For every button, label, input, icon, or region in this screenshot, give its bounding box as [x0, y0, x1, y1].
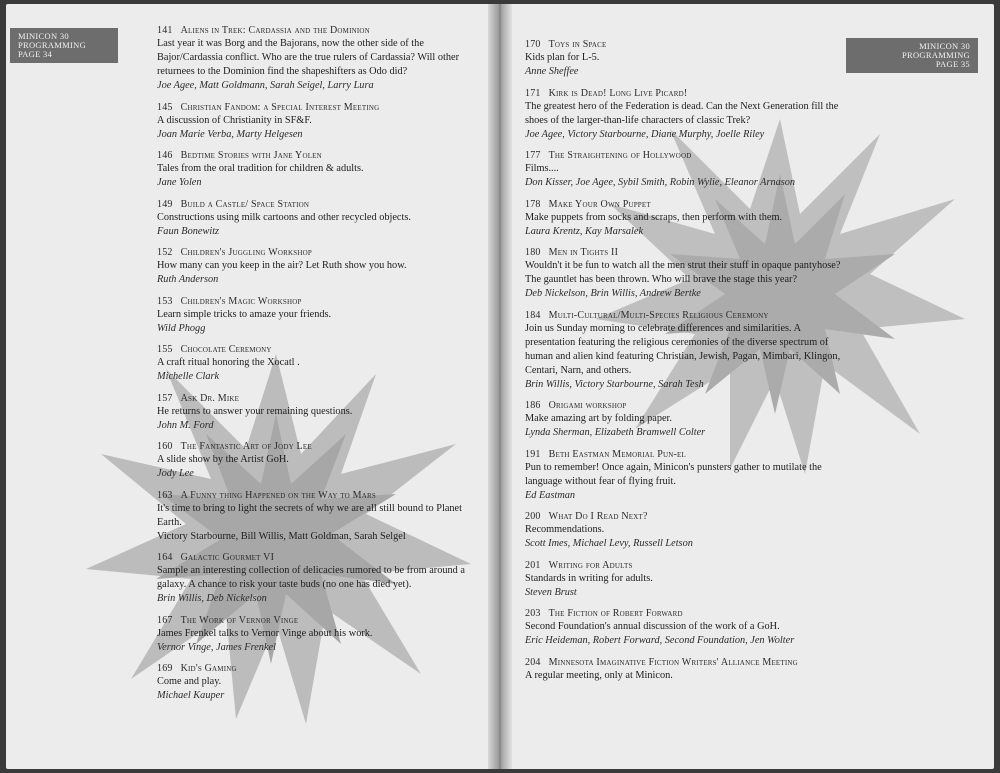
entry-participants: Joe Agee, Matt Goldmann, Sarah Seigel, Larry Lura [157, 80, 374, 91]
entry-title [157, 489, 477, 502]
entry-title-text: A Funny thing Happened on the Way to Mars [180, 489, 376, 501]
entry-description: James Frenkel talks to Vernor Vinge about his work. [157, 627, 373, 639]
program-list-right [525, 38, 845, 690]
entry-participants: Brin Willis, Victory Starbourne, Sarah Tesh [525, 378, 704, 390]
entry-number: 178 [525, 198, 541, 210]
entry-title [525, 510, 845, 523]
entry-title-text: Toys in Space [548, 39, 607, 50]
entry-number: 169 [157, 663, 173, 674]
entry-title-text: Kid's Gaming [180, 663, 237, 674]
header-event: MINICON 30 [18, 31, 69, 41]
entry-participants: Anne Sheffee [525, 66, 579, 77]
program-entry [525, 309, 845, 392]
entry-number: 155 [157, 344, 173, 355]
entry-number: 170 [525, 39, 541, 50]
entry-participants: Michael Kauper [157, 690, 225, 701]
entry-participants: Vernor Vinge, James Frenkel [157, 641, 276, 653]
program-entry [525, 559, 845, 600]
entry-description: Standards in writing for adults. [525, 572, 653, 584]
entry-number: 157 [157, 392, 173, 404]
entry-number: 204 [525, 656, 541, 668]
program-entry [525, 448, 845, 503]
entry-description: Come and play. [157, 676, 222, 687]
program-entry [525, 38, 845, 79]
program-entry [157, 343, 477, 384]
program-entry [157, 24, 477, 93]
entry-description: A discussion of Christianity in SF&F. [157, 114, 312, 126]
header-section: PROGRAMMING [901, 50, 970, 60]
entry-title [157, 392, 477, 405]
entry-title [525, 607, 845, 620]
entry-number: 180 [525, 247, 541, 258]
entry-title-text: Beth Eastman Memorial Pun-el [548, 448, 686, 460]
entry-number: 141 [157, 25, 173, 36]
entry-participants: Scott Imes, Michael Levy, Russell Letson [525, 538, 693, 549]
entry-description: Pun to remember! Once again, Minicon's punsters gather to mutilate the language without fear of flying fruit. [525, 461, 822, 487]
program-entry [525, 198, 845, 239]
program-entry [157, 392, 477, 433]
entry-title [525, 309, 845, 322]
entry-description: How many can you keep in the air? Let Ruth show you how. [157, 260, 407, 271]
entry-title-text: The Straightening of Hollywood [548, 150, 692, 161]
entry-participants: Steven Brust [525, 586, 577, 598]
entry-title-text: Men in Tights II [548, 247, 619, 258]
entry-participants: Joe Agee, Victory Starbourne, Diane Murphy, Joelle Riley [525, 128, 765, 140]
entry-participants: Wild Phogg [157, 322, 206, 334]
entry-title [525, 448, 845, 461]
header-event: MINICON 30 [919, 41, 970, 51]
entry-number: 164 [157, 552, 173, 563]
program-entry [157, 489, 477, 544]
entry-number: 149 [157, 198, 173, 210]
entry-title-text: The Fantastic Art of Jody Lee [180, 441, 312, 452]
entry-title [157, 246, 477, 259]
entry-description: Films.... [525, 163, 559, 174]
entry-title-text: Ask Dr. Mike [180, 392, 240, 404]
header-section: PROGRAMMING [18, 40, 87, 50]
entry-number: 167 [157, 614, 173, 626]
entry-participants: Michelle Clark [157, 371, 220, 382]
entry-title [157, 24, 477, 37]
page-header-right [846, 38, 978, 73]
program-entry [525, 149, 845, 190]
entry-title-text: Chocolate Ceremony [180, 344, 272, 355]
entry-number: 146 [157, 150, 173, 161]
program-entry [157, 246, 477, 287]
entry-title-text: Bedtime Stories with Jane Yolen [180, 150, 322, 161]
entry-participants: Jane Yolen [157, 177, 202, 188]
entry-number: 177 [525, 150, 541, 161]
entry-number: 201 [525, 559, 541, 571]
entry-title [157, 614, 477, 627]
entry-title [525, 246, 845, 259]
entry-participants: Deb Nickelson, Brin Willis, Andrew Bertke [525, 288, 701, 299]
entry-title-text: Origami workshop [548, 400, 627, 411]
entry-title-text: The Fiction of Robert Forward [548, 608, 683, 619]
entry-number: 163 [157, 489, 173, 501]
program-entry [157, 101, 477, 142]
entry-participants: Laura Krentz, Kay Marsalek [525, 225, 644, 237]
entry-title [525, 38, 845, 51]
program-entry [157, 614, 477, 655]
entry-participants: Faun Bonewitz [157, 225, 220, 237]
entry-title [525, 656, 845, 669]
entry-participants: Don Kisser, Joe Agee, Sybil Smith, Robin Wylie, Eleanor Arnason [525, 177, 796, 188]
program-list-left [157, 24, 477, 711]
entry-description: A slide show by the Artist GoH. [157, 454, 289, 465]
page-header-left [10, 28, 118, 63]
entry-title [525, 559, 845, 572]
entry-title [525, 149, 845, 162]
entry-participants: Lynda Sherman, Elizabeth Bramwell Colter [525, 427, 706, 438]
header-page-number: PAGE 35 [935, 59, 970, 69]
entry-description: He returns to answer your remaining questions. [157, 405, 353, 417]
entry-title [525, 399, 845, 412]
entry-title [157, 101, 477, 114]
entry-title [157, 551, 477, 564]
entry-title-text: What Do I Read Next? [548, 511, 648, 522]
entry-title-text: Children's Magic Workshop [180, 295, 302, 307]
entry-number: 200 [525, 511, 541, 522]
entry-title-text: Christian Fandom: a Special Interest Meeting [180, 101, 380, 113]
entry-description: Recommendations. [525, 524, 605, 535]
entry-description: Learn simple tricks to amaze your friends. [157, 308, 332, 320]
entry-description: Second Foundation's annual discussion of the work of a GoH. [525, 621, 780, 632]
entry-number: 153 [157, 295, 173, 307]
header-page-number: PAGE 34 [18, 49, 53, 59]
entry-title [157, 343, 477, 356]
program-entry [525, 607, 845, 648]
program-entry [157, 440, 477, 481]
entry-participants: Ed Eastman [525, 489, 576, 501]
entry-description: The greatest hero of the Federation is dead. Can the Next Generation fill the shoes of the larger-than-life characters of classic Trek? [525, 100, 839, 126]
entry-title-text: Writing for Adults [548, 559, 633, 571]
entry-number: 171 [525, 87, 541, 99]
entry-description: Make amazing art by folding paper. [525, 413, 672, 424]
program-entry [157, 198, 477, 239]
entry-description: Kids plan for L-5. [525, 52, 600, 63]
entry-description: Sample an interesting collection of delicacies rumored to be from around a galaxy. A chance to risk your taste buds (no one has died yet). [157, 565, 465, 590]
program-entry [525, 510, 845, 551]
entry-description: Make puppets from socks and scraps, then perform with them. [525, 211, 783, 223]
book-gutter [488, 4, 512, 769]
entry-title-text: Galactic Gourmet VI [180, 552, 275, 563]
entry-title [157, 440, 477, 453]
entry-title-text: The Work of Vernor Vinge [180, 614, 299, 626]
program-entry [157, 662, 477, 703]
program-entry [525, 399, 845, 440]
entry-participants: Jody Lee [157, 468, 194, 479]
entry-description: Constructions using milk cartoons and other recycled objects. [157, 211, 411, 223]
entry-title [157, 295, 477, 308]
entry-title-text: Kirk is Dead! Long Live Picard! [548, 87, 688, 99]
program-entry [525, 656, 845, 683]
entry-number: 186 [525, 400, 541, 411]
entry-number: 152 [157, 247, 173, 258]
entry-description: Wouldn't it be fun to watch all the men strut their stuff in opaque pantyhose? The gauntlet has been thrown. Who will brave the stage this year? [525, 260, 841, 285]
entry-number: 184 [525, 309, 541, 321]
entry-participants: Victory Starbourne, Bill Willis, Matt Goldman, Sarah Selgel [157, 530, 406, 542]
entry-description: A craft ritual honoring the Xocatl . [157, 357, 300, 368]
entry-participants: Eric Heideman, Robert Forward, Second Foundation, Jen Wolter [525, 635, 795, 646]
entry-participants: John M. Ford [157, 419, 214, 431]
entry-number: 145 [157, 101, 173, 113]
entry-title-text: Make Your Own Puppet [548, 198, 651, 210]
entry-title [525, 87, 845, 100]
entry-title-text: Multi-Cultural/Multi-Species Religious Ceremony [548, 309, 769, 321]
entry-participants: Brin Willis, Deb Nickelson [157, 593, 267, 604]
program-entry [157, 551, 477, 606]
entry-title [157, 662, 477, 675]
entry-number: 160 [157, 441, 173, 452]
entry-description: Join us Sunday morning to celebrate differences and similarities. A presentation featuring the religious ceremonies of the diverse spectrum of human and alien kind featuring Christian, Jewish, Pagan, Mimbari, Klingon, Centari, Narn, and others. [525, 322, 841, 376]
entry-title-text: Aliens in Trek: Cardassia and the Dominion [180, 25, 370, 36]
program-entry [157, 295, 477, 336]
program-entry [157, 149, 477, 190]
entry-description: A regular meeting, only at Minicon. [525, 669, 673, 681]
program-entry [525, 246, 845, 301]
entry-participants: Ruth Anderson [157, 274, 219, 285]
entry-title-text: Minnesota Imaginative Fiction Writers' Alliance Meeting [548, 656, 798, 668]
entry-title-text: Build a Castle/ Space Station [180, 198, 310, 210]
entry-title [525, 198, 845, 211]
entry-participants: Joan Marie Verba, Marty Helgesen [157, 128, 303, 140]
entry-number: 191 [525, 448, 541, 460]
entry-title [157, 149, 477, 162]
entry-description: It's time to bring to light the secrets of why we are all still bound to Planet Earth. [157, 502, 462, 528]
program-entry [525, 87, 845, 142]
entry-title-text: Children's Juggling Workshop [180, 247, 312, 258]
entry-number: 203 [525, 608, 541, 619]
entry-description: Tales from the oral tradition for children & adults. [157, 163, 364, 174]
entry-description: Last year it was Borg and the Bajorans, now the other side of the Bajor/Cardassia conflict. Who are the true rulers of Cardassia? Will other returnees to the Dominion find the shapeshifters as Odo did? [157, 38, 460, 77]
entry-title [157, 198, 477, 211]
